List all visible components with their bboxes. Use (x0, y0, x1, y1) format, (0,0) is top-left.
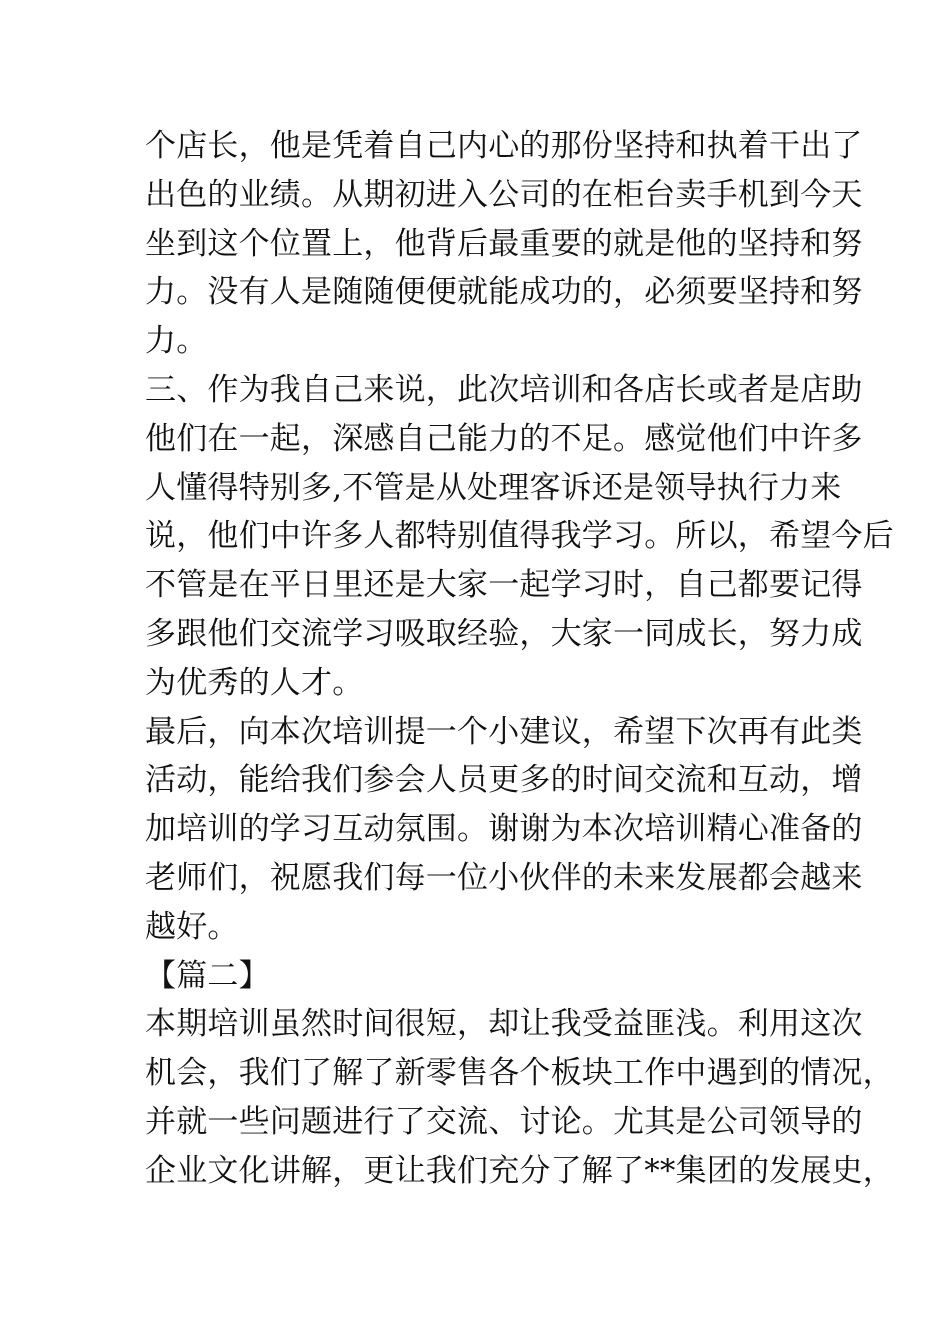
text-line: 最后，向本次培训提一个小建议，希望下次再有此类 (145, 713, 863, 750)
text-line: 出色的业绩。从期初进入公司的在柜台卖手机到今天 (145, 176, 863, 213)
text-line: 不管是在平日里还是大家一起学习时，自己都要记得 (145, 567, 863, 604)
text-line: 说，他们中许多人都特别值得我学习。所以，希望今后 (145, 518, 894, 555)
text-line: 多跟他们交流学习吸取经验，大家一同成长，努力成 (145, 615, 863, 652)
text-line: 企业文化讲解，更让我们充分了解了**集团的发展史， (145, 1152, 894, 1189)
text-line: 力。没有人是随随便便就能成功的，必须要坚持和努 (145, 274, 863, 311)
text-line: 越好。 (145, 908, 239, 945)
text-line: 力。 (145, 323, 208, 360)
section-heading: 【篇二】 (145, 957, 270, 994)
text-line: 老师们，祝愿我们每一位小伙伴的未来发展都会越来 (145, 859, 863, 896)
text-line: 并就一些问题进行了交流、讨论。尤其是公司领导的 (145, 1103, 863, 1140)
text-line: 加培训的学习互动氛围。谢谢为本次培训精心准备的 (145, 811, 863, 848)
text-line: 坐到这个位置上，他背后最重要的就是他的坚持和努 (145, 225, 863, 262)
text-line: 活动，能给我们参会人员更多的时间交流和互动，增 (145, 762, 863, 799)
text-line: 三、作为我自己来说，此次培训和各店长或者是店助 (145, 371, 863, 408)
text-line: 本期培训虽然时间很短，却让我受益匪浅。利用这次 (145, 1006, 863, 1043)
text-line: 为优秀的人才。 (145, 664, 364, 701)
text-line: 他们在一起，深感自己能力的不足。感觉他们中许多 (145, 420, 863, 457)
text-line: 机会，我们了解了新零售各个板块工作中遇到的情况， (145, 1055, 894, 1092)
text-line: 个店长，他是凭着自己内心的那份坚持和执着干出了 (145, 128, 863, 164)
body-text (145, 122, 894, 1196)
text-line: 人懂得特别多,不管是从处理客诉还是领导执行力来 (145, 469, 842, 506)
